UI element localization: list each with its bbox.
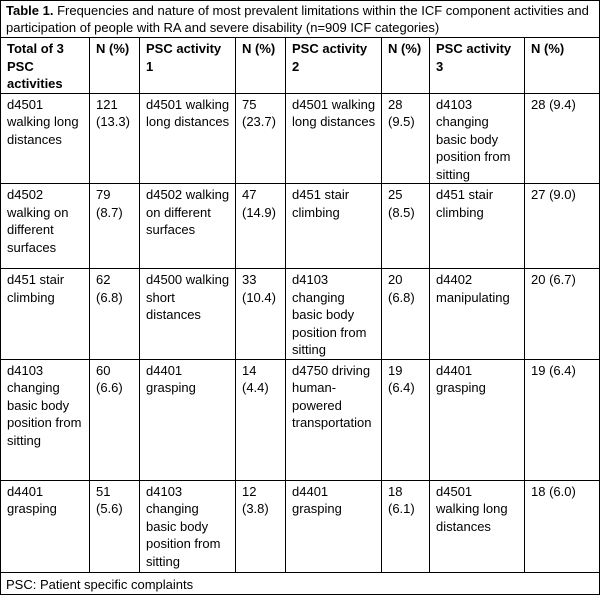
table-footnote: PSC: Patient specific complaints (6, 577, 194, 592)
column-header: PSC activity 3 (430, 38, 525, 94)
table-cell: 18 (6.1) (382, 480, 430, 572)
table-cell: d4501 walking long distances (286, 93, 382, 184)
table-cell: d4501 walking long distances (140, 93, 236, 184)
table-cell: d4401 grasping (1, 480, 90, 572)
column-header: Total of 3 PSC activities (1, 38, 90, 94)
table-cell: d451 stair climbing (430, 184, 525, 269)
caption-label: Table 1. (6, 3, 54, 18)
table-header-row (1, 38, 600, 94)
table-row (1, 184, 600, 269)
column-header: N (%) (236, 38, 286, 94)
table-cell: d4502 walking on different surfaces (140, 184, 236, 269)
table-cell: 18 (6.0) (525, 480, 600, 572)
limitations-table (0, 37, 600, 573)
table-cell: d4103 changing basic body position from sitting (1, 359, 90, 480)
column-header: N (%) (90, 38, 140, 94)
table-cell: 20 (6.8) (382, 269, 430, 360)
table-cell: 121 (13.3) (90, 93, 140, 184)
table-caption (6, 2, 594, 36)
table-cell: d4501 walking long distances (430, 480, 525, 572)
table-row (1, 269, 600, 360)
column-header: PSC activity 2 (286, 38, 382, 94)
table-cell: 14 (4.4) (236, 359, 286, 480)
column-header: N (%) (525, 38, 600, 94)
table-cell: d451 stair climbing (1, 269, 90, 360)
table-cell: 79 (8.7) (90, 184, 140, 269)
table-cell: 75 (23.7) (236, 93, 286, 184)
table-cell: d4401 grasping (286, 480, 382, 572)
table-row (1, 93, 600, 184)
table-cell: d4401 grasping (430, 359, 525, 480)
table-row (1, 359, 600, 480)
table-cell: d4402 manipulating (430, 269, 525, 360)
table-cell: 19 (6.4) (525, 359, 600, 480)
table-cell: 62 (6.8) (90, 269, 140, 360)
caption-text: Frequencies and nature of most prevalent limitations within the ICF component activities and participation of people with RA and severe disability (n=909 ICF categories) (6, 3, 589, 35)
table-cell: 28 (9.4) (525, 93, 600, 184)
table-cell: 20 (6.7) (525, 269, 600, 360)
table-cell: 28 (9.5) (382, 93, 430, 184)
table-cell: 33 (10.4) (236, 269, 286, 360)
table-cell: d4500 walking short distances (140, 269, 236, 360)
table-cell: d4103 changing basic body position from sitting (140, 480, 236, 572)
table-cell: 19 (6.4) (382, 359, 430, 480)
table-cell: d4103 changing basic body position from sitting (430, 93, 525, 184)
table-cell: 25 (8.5) (382, 184, 430, 269)
table-cell: d4501 walking long distances (1, 93, 90, 184)
table-cell: d451 stair climbing (286, 184, 382, 269)
table-cell: 60 (6.6) (90, 359, 140, 480)
table-cell: d4502 walking on different surfaces (1, 184, 90, 269)
column-header: N (%) (382, 38, 430, 94)
table-row (1, 480, 600, 572)
table-cell: 51 (5.6) (90, 480, 140, 572)
table-cell: d4750 driving human-powered transportation (286, 359, 382, 480)
column-header: PSC activity 1 (140, 38, 236, 94)
table-cell: 47 (14.9) (236, 184, 286, 269)
table-cell: 27 (9.0) (525, 184, 600, 269)
table-cell: d4401 grasping (140, 359, 236, 480)
table-cell: 12 (3.8) (236, 480, 286, 572)
table-cell: d4103 changing basic body position from sitting (286, 269, 382, 360)
